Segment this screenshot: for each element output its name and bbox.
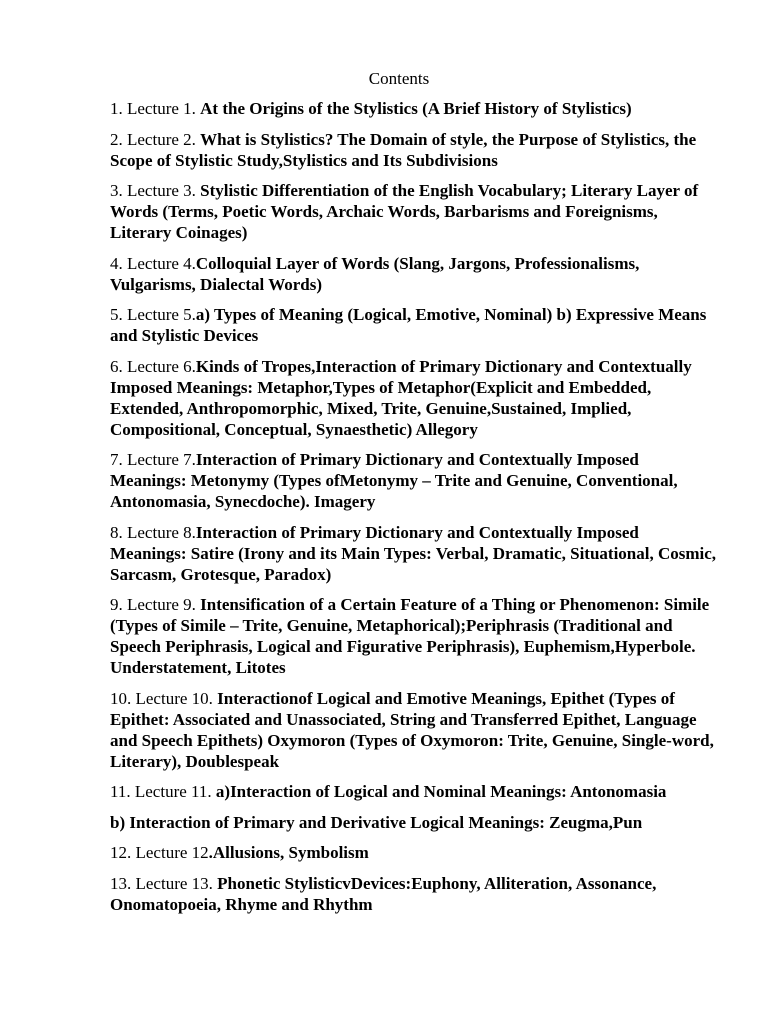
toc-entry-lecture-11b [110,812,718,833]
toc-entry-number: 4. Lecture 4. [110,253,196,273]
toc-entry-lecture-7 [110,449,718,512]
toc-entry-number: 3. Lecture 3. [110,181,201,200]
toc-entry-topic: Interaction of Primary Dictionary and Contextually Imposed Meanings: Metonymy (Types ofMetonymy – Trite and Genuine, Conventional, Antonomasia, Synecdoche). Imagery [110,450,678,511]
toc-entry-topic: Kinds of Tropes,Interaction of Primary Dictionary and Contextually Imposed Meanings: Metaphor,Types of Metaphor(Explicit and Embedded, Extended, Anthropomorphic, Mixed, Trite, Genuine,Sustained, Implied, Compositional, Conceptual, Synaesthetic) Allegory [110,356,692,439]
toc-entry-lecture-9 [110,594,718,678]
toc-entry-lecture-6 [110,356,718,440]
toc-entry-topic: Stylistic Differentiation of the English Vocabulary; Literary Layer of Words (Terms, Poetic Words, Archaic Words, Barbarisms and Foreignisms, Literary Coinages) [110,181,699,242]
toc-entry-lecture-10 [110,688,718,772]
toc-entry-lecture-1 [110,98,718,119]
toc-entry-number: 12. Lecture 12 [110,843,209,862]
toc-entry-topic: Intensification of a Certain Feature of a Thing or Phenomenon: Simile (Types of Simile – Trite, Genuine, Metaphorical);Periphrasis (Traditional and Speech Periphrasis, Logical and Figurative Periphrasis), Euphemism,Hyperbole. Understatement, Litotes [110,595,710,677]
toc-entry-lecture-2 [110,129,718,171]
toc-entry-lecture-11a [110,781,718,802]
toc-entry-number: 5. Lecture 5. [110,305,196,324]
toc-entry-topic: At the Origins of the Stylistics (A Brief History of Stylistics) [200,99,632,118]
toc-entry-topic: .Allusions, Symbolism [208,843,369,862]
toc-entry-number: 11. Lecture 11. [110,782,216,801]
toc-entry-topic: Interactionof Logical and Emotive Meanings, Epithet (Types of Epithet: Associated and Unassociated, String and Transferred Epithet, Language and Speech Epithets) Oxymoron (Types of Oxymoron: Trite, Genuine, Single-word, Literary), Doublespeak [110,688,714,771]
table-of-contents [110,98,718,915]
toc-entry-topic: a) Types of Meaning (Logical, Emotive, Nominal) b) Expressive Means and Stylistic Devices [110,305,707,345]
toc-entry-number: 2. Lecture 2. [110,129,201,149]
toc-entry-topic: a)Interaction of Logical and Nominal Meanings: Antonomasia [215,782,667,801]
toc-entry-lecture-3 [110,180,718,243]
toc-entry-number: 7. Lecture 7. [110,450,196,469]
toc-entry-lecture-13 [110,873,718,915]
toc-entry-topic: Phonetic StylisticvDevices:Euphony, Alliteration, Assonance, Onomatopoeia, Rhyme and Rhythm [110,873,657,914]
toc-entry-topic: What is Stylistics? The Domain of style, the Purpose of Stylistics, the Scope of Stylistic Study,Stylistics and Its Subdivisions [110,129,697,170]
toc-entry-number: 9. Lecture 9. [110,595,201,614]
toc-entry-number: 8. Lecture 8. [110,522,196,542]
toc-entry-lecture-12 [110,842,718,863]
toc-entry-number: 1. Lecture 1. [110,99,201,118]
toc-entry-lecture-5 [110,304,718,346]
toc-entry-topic: b) Interaction of Primary and Derivative Logical Meanings: Zeugma,Pun [110,812,643,832]
toc-entry-number: 10. Lecture 10. [110,688,218,708]
toc-entry-number: 6. Lecture 6. [110,356,196,376]
toc-entry-number: 13. Lecture 13. [110,873,218,893]
toc-entry-topic: Colloquial Layer of Words (Slang, Jargons, Professionalisms, Vulgarisms, Dialectal Words) [110,253,640,294]
contents-title: Contents [368,69,430,88]
toc-entry-lecture-8 [110,522,718,585]
toc-entry-lecture-4 [110,253,718,295]
toc-entry-topic: Interaction of Primary Dictionary and Contextually Imposed Meanings: Satire (Irony and its Main Types: Verbal, Dramatic, Situational, Cosmic, Sarcasm, Grotesque, Paradox) [110,522,717,584]
